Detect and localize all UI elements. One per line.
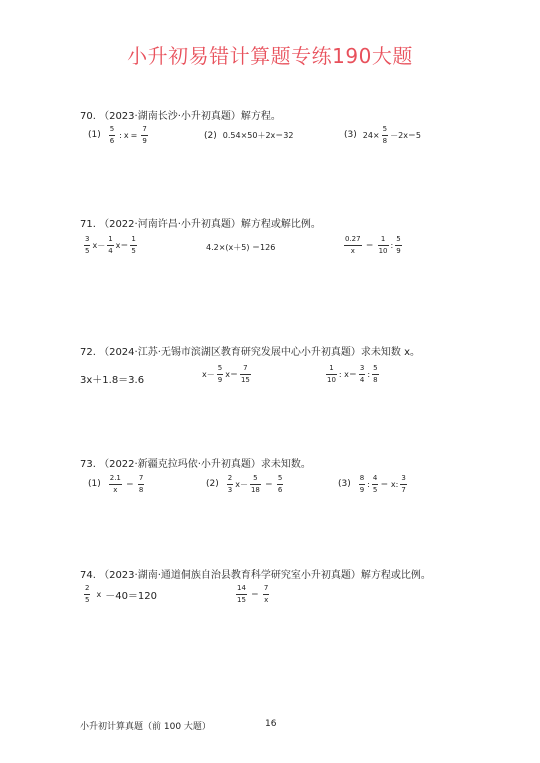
fraction-numerator: 14 bbox=[237, 584, 246, 592]
fraction bbox=[378, 236, 389, 255]
fraction-bar bbox=[109, 135, 115, 136]
q74-equation-1 bbox=[82, 585, 157, 604]
equation-term: : bbox=[390, 240, 394, 250]
equation-term: x bbox=[96, 589, 102, 599]
q70-equation-1 bbox=[88, 126, 150, 145]
fraction-bar bbox=[107, 245, 113, 246]
fraction-numerator: 3 bbox=[359, 364, 365, 372]
fraction-denominator: 10 bbox=[327, 375, 336, 384]
fraction-numerator: 1 bbox=[108, 235, 113, 243]
fraction-bar bbox=[344, 245, 362, 246]
fraction-denominator: 3 bbox=[227, 485, 233, 494]
fraction-denominator: x bbox=[113, 485, 118, 494]
fraction-denominator: 8 bbox=[382, 136, 388, 145]
fraction-denominator: x bbox=[264, 595, 269, 604]
fraction-bar bbox=[236, 594, 247, 595]
fraction-denominator: 10 bbox=[378, 246, 388, 255]
fraction-numerator: 2.1 bbox=[109, 474, 121, 482]
equation-term: ＝ bbox=[365, 240, 374, 250]
fraction-numerator: 5 bbox=[109, 125, 115, 133]
equation-term: x－ bbox=[202, 369, 215, 379]
fraction bbox=[217, 365, 223, 384]
fraction bbox=[84, 585, 90, 604]
equation-term: x＝ bbox=[225, 369, 238, 379]
equation-term: : bbox=[367, 479, 370, 489]
equation-term: 0.54×50＋2x＝32 bbox=[222, 131, 294, 140]
fraction-numerator: 1 bbox=[131, 235, 136, 243]
fraction-numerator: 7 bbox=[138, 474, 144, 482]
equation-term: : x＝ bbox=[338, 369, 357, 379]
q70-eq3-fraction bbox=[382, 126, 388, 145]
fraction-bar bbox=[227, 484, 233, 485]
question-73-header: 73. （2022·新疆克拉玛依·小升初真题）求未知数。 bbox=[80, 459, 311, 470]
fraction bbox=[263, 585, 269, 604]
page-title: 小升初易错计算题专练190大题 bbox=[127, 44, 413, 68]
q72-equation-2 bbox=[202, 365, 253, 384]
fraction-numerator: 8 bbox=[359, 474, 365, 482]
fraction-numerator: 5 bbox=[382, 125, 388, 133]
question-72-header: 72. （2024·江苏·无锡市滨湖区教育研究发展中心小升初真题）求未知数 x。 bbox=[80, 347, 420, 358]
fraction bbox=[400, 475, 406, 494]
equation-term: 4.2×(x＋5) ＝126 bbox=[206, 243, 276, 252]
fraction-bar bbox=[359, 374, 365, 375]
fraction-bar bbox=[378, 245, 389, 246]
fraction-bar bbox=[395, 245, 401, 246]
equation-term: = bbox=[130, 130, 138, 140]
fraction-numerator: 7 bbox=[243, 364, 248, 372]
fraction bbox=[359, 365, 365, 384]
footer-title: 小升初计算真题（前 100 大题） bbox=[80, 722, 211, 732]
fraction-denominator: 6 bbox=[109, 136, 115, 145]
fraction-denominator: 9 bbox=[359, 485, 365, 494]
fraction-numerator: 3 bbox=[401, 474, 406, 482]
equation-term: (2) bbox=[206, 479, 219, 490]
fraction-bar bbox=[240, 374, 251, 375]
fraction-numerator: 2 bbox=[227, 474, 233, 482]
q71-equation-2 bbox=[206, 242, 275, 253]
page-number: 16 bbox=[265, 719, 277, 729]
fraction-denominator: 5 bbox=[85, 246, 90, 255]
fraction-bar bbox=[263, 594, 269, 595]
equation-term: : bbox=[119, 130, 122, 140]
fraction-bar bbox=[400, 484, 406, 485]
fraction-numerator: 7 bbox=[263, 584, 269, 592]
equation-term: ＝ bbox=[250, 589, 259, 599]
fraction-bar bbox=[217, 374, 223, 375]
fraction bbox=[227, 475, 233, 494]
fraction-denominator: x bbox=[350, 246, 355, 255]
fraction-bar bbox=[359, 484, 365, 485]
fraction-numerator: 3 bbox=[85, 235, 90, 243]
fraction bbox=[84, 236, 90, 255]
equation-term: : bbox=[367, 369, 371, 379]
fraction-numerator: 5 bbox=[253, 474, 258, 482]
q74-equation-2 bbox=[234, 585, 271, 604]
fraction-denominator: 15 bbox=[237, 595, 246, 604]
fraction-denominator: 6 bbox=[277, 485, 283, 494]
fraction-denominator: 5 bbox=[85, 595, 90, 604]
q70-equation-2 bbox=[204, 130, 293, 141]
fraction-numerator: 0.27 bbox=[345, 235, 361, 243]
q70-eq2-number: (2) bbox=[204, 130, 217, 141]
fraction bbox=[372, 365, 378, 384]
fraction bbox=[109, 475, 122, 494]
fraction-denominator: 9 bbox=[142, 136, 147, 145]
fraction-denominator: 9 bbox=[396, 246, 401, 255]
fraction-bar bbox=[277, 484, 283, 485]
q73-equation-1 bbox=[88, 475, 146, 494]
fraction bbox=[250, 475, 261, 494]
fraction-bar bbox=[141, 135, 147, 136]
q72-equation-3 bbox=[324, 365, 381, 384]
equation-term: 24× bbox=[362, 130, 380, 140]
q70-equation-3 bbox=[344, 126, 421, 145]
fraction-denominator: 9 bbox=[217, 375, 223, 384]
fraction-denominator: 15 bbox=[240, 375, 250, 384]
equation-term: －2x＝5 bbox=[390, 130, 422, 140]
fraction bbox=[240, 365, 251, 384]
q70-eq1-number: (1) bbox=[88, 130, 101, 141]
fraction bbox=[130, 236, 136, 255]
fraction-numerator: 1 bbox=[380, 235, 386, 243]
fraction-bar bbox=[382, 135, 388, 136]
fraction-numerator: 7 bbox=[142, 125, 147, 133]
fraction-bar bbox=[250, 484, 261, 485]
fraction-bar bbox=[84, 594, 90, 595]
equation-term: ＝ x: bbox=[380, 479, 399, 489]
equation-term: x－ bbox=[235, 479, 248, 489]
fraction bbox=[344, 236, 362, 255]
equation-term: (3) bbox=[338, 479, 351, 490]
fraction-numerator: 5 bbox=[277, 474, 283, 482]
fraction bbox=[359, 475, 365, 494]
equation-term: 3x＋1.8＝3.6 bbox=[80, 375, 145, 386]
fraction-denominator: 4 bbox=[108, 246, 113, 255]
equation-term: ＝ bbox=[125, 479, 134, 489]
question-74-header: 74. （2023·湖南·通道侗族自治县教育科学研究室小升初真题）解方程或比例。 bbox=[80, 570, 431, 581]
fraction bbox=[107, 236, 113, 255]
equation-term: x－ bbox=[92, 240, 106, 250]
fraction bbox=[326, 365, 337, 384]
fraction-bar bbox=[109, 484, 122, 485]
fraction-denominator: 5 bbox=[372, 485, 378, 494]
fraction-denominator: 5 bbox=[131, 246, 136, 255]
equation-term: ＝ bbox=[264, 479, 273, 489]
fraction-numerator: 5 bbox=[396, 235, 401, 243]
fraction-denominator: 4 bbox=[359, 375, 365, 384]
fraction-numerator: 2 bbox=[85, 584, 90, 592]
q71-equation-3 bbox=[342, 236, 404, 255]
question-70-header: 70. （2023·湖南长沙·小升初真题）解方程。 bbox=[80, 111, 281, 122]
fraction-bar bbox=[84, 245, 90, 246]
q70-eq3-number: (3) bbox=[344, 130, 357, 141]
fraction-bar bbox=[326, 374, 337, 375]
fraction-denominator: 7 bbox=[401, 485, 406, 494]
fraction bbox=[277, 475, 283, 494]
q71-equation-1 bbox=[82, 236, 139, 255]
fraction-denominator: 18 bbox=[250, 485, 260, 494]
fraction bbox=[372, 475, 378, 494]
fraction-numerator: 5 bbox=[373, 364, 378, 372]
equation-term: (1) bbox=[88, 479, 101, 490]
fraction-bar bbox=[130, 245, 136, 246]
fraction-bar bbox=[372, 374, 378, 375]
fraction-bar bbox=[372, 484, 378, 485]
equation-term: x＝ bbox=[115, 240, 129, 250]
fraction-numerator: 5 bbox=[217, 364, 223, 372]
fraction-numerator: 4 bbox=[372, 474, 378, 482]
fraction-denominator: 8 bbox=[373, 375, 378, 384]
fraction-bar bbox=[138, 484, 144, 485]
question-71-header: 71. （2022·河南许昌·小升初真题）解方程或解比例。 bbox=[80, 219, 321, 230]
equation-term: －40＝120 bbox=[105, 590, 158, 602]
q73-equation-3 bbox=[338, 475, 409, 494]
fraction-denominator: 8 bbox=[138, 485, 144, 494]
fraction-numerator: 1 bbox=[329, 364, 334, 372]
fraction bbox=[395, 236, 401, 255]
q72-equation-1 bbox=[80, 371, 144, 386]
q73-equation-2 bbox=[206, 475, 285, 494]
fraction bbox=[236, 585, 247, 604]
fraction bbox=[138, 475, 144, 494]
q70-eq1-fraction-b bbox=[141, 126, 147, 145]
equation-term: x bbox=[123, 130, 129, 140]
q70-eq1-fraction-a bbox=[109, 126, 115, 145]
